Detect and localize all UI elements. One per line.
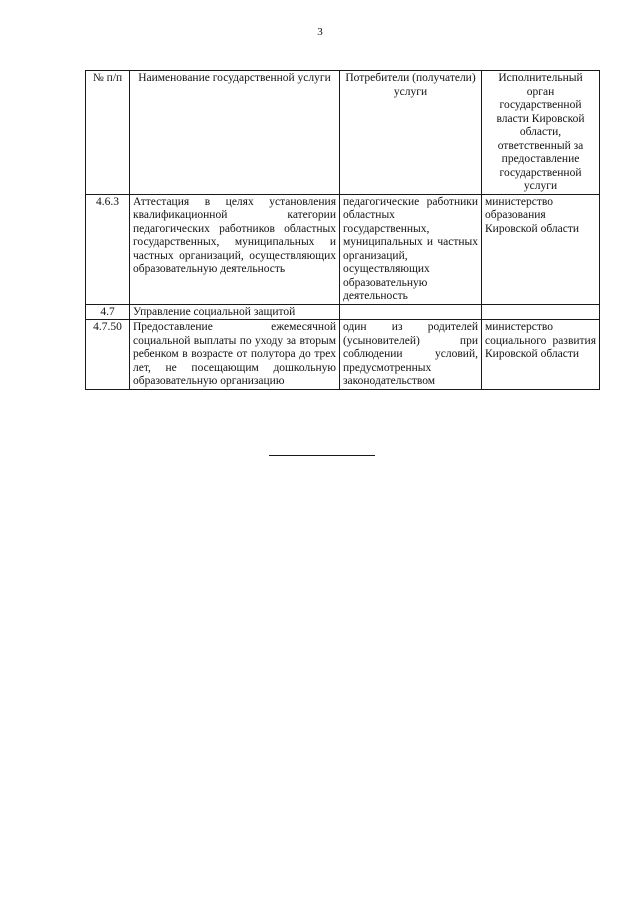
page-number: 3 — [317, 26, 323, 38]
row-consumers: один из родителей (усыновителей) при соблюдении условий, предусмотренных законодательством — [340, 320, 482, 390]
row-service-name: Предоставление ежемесячной социальной выплаты по уходу за вторым ребенком в возрасте от полутора до трех лет, не посещающим дошкольную образовательную организацию — [130, 320, 340, 390]
row-consumers — [340, 304, 482, 320]
row-consumers: педагогические работники областных государственных, муниципальных и частных организаций, осуществляющих образовательную деятельность — [340, 194, 482, 304]
row-authority: министерство социального развития Кировской области — [482, 320, 600, 390]
header-consumers: Потребители (получатели) услуги — [340, 71, 482, 195]
row-service-name: Управление социальной защитой — [130, 304, 340, 320]
row-authority — [482, 304, 600, 320]
services-table — [85, 70, 600, 390]
table-row — [86, 304, 600, 320]
table-row — [86, 194, 600, 304]
table-body — [86, 194, 600, 389]
row-service-name: Аттестация в целях установления квалификационной категории педагогических работников областных государственных, муниципальных и частных организаций, осуществляющих образовательную деятельность — [130, 194, 340, 304]
header-number: № п/п — [86, 71, 130, 195]
closing-divider — [269, 455, 375, 456]
header-service-name: Наименование государственной услуги — [130, 71, 340, 195]
header-row — [86, 71, 600, 195]
header-authority: Исполнительный орган государственной власти Кировской области, ответственный за предоставление государственной услуги — [482, 71, 600, 195]
row-authority: министерство образования Кировской области — [482, 194, 600, 304]
row-number: 4.6.3 — [86, 194, 130, 304]
table-row — [86, 320, 600, 390]
row-number: 4.7.50 — [86, 320, 130, 390]
table-header — [86, 71, 600, 195]
row-number: 4.7 — [86, 304, 130, 320]
